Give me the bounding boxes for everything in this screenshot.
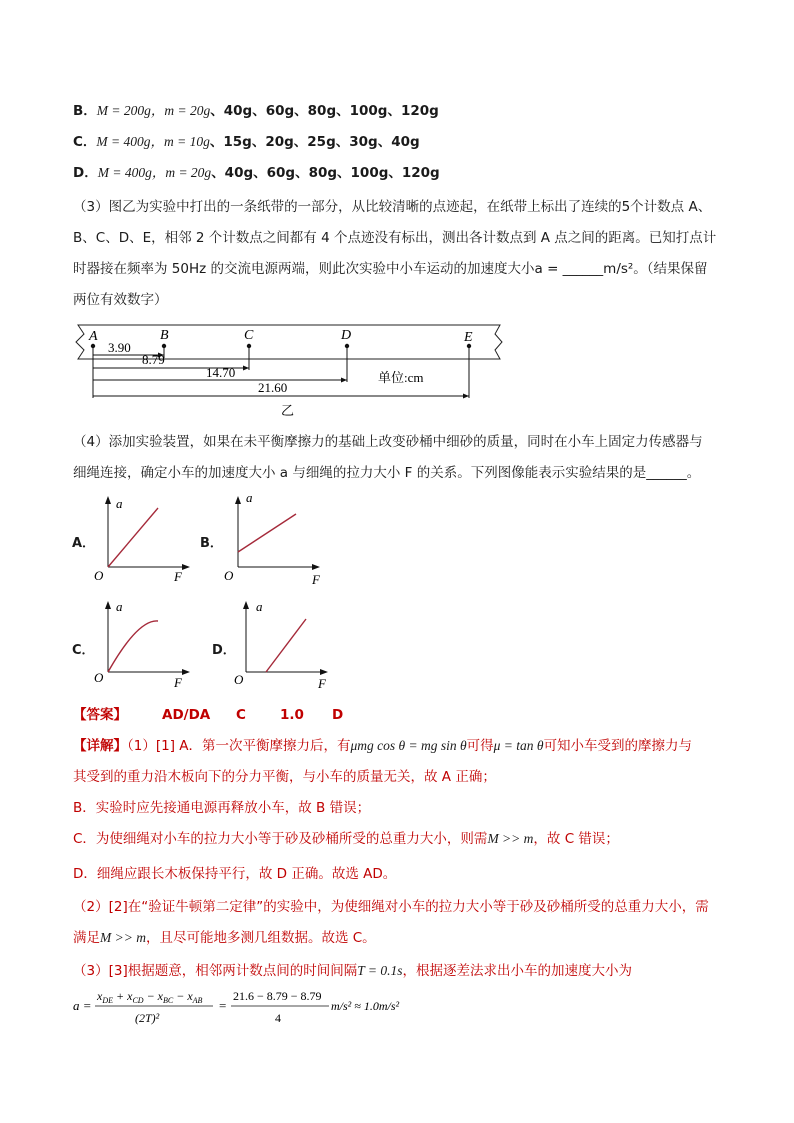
label-a: A [89, 329, 98, 344]
svg-text:m/s² ≈ 1.0m/s²: m/s² ≈ 1.0m/s² [331, 999, 400, 1013]
detail-line6: （2）[2]在“验证牛顿第二定律”的实验中，为使细绳对小车的拉力大小等于砂及砂桶所受的总重力大小，需 [73, 899, 709, 915]
svg-text:21.6 − 8.79 − 8.79: 21.6 − 8.79 − 8.79 [233, 989, 322, 1003]
svg-text:O: O [234, 672, 244, 687]
graph-b-line [238, 514, 296, 552]
svg-text:a =: a = [73, 998, 92, 1013]
answer-1: AD/DA [162, 707, 211, 723]
svg-text:F: F [174, 569, 182, 584]
option-d: D．M = 400g，m = 20g、40g、60g、80g、100g、120g [73, 165, 440, 181]
dist-ae: 21.60 [258, 380, 288, 395]
svg-text:a: a [256, 599, 263, 614]
dist-ac: 8.79 [142, 352, 165, 367]
graph-d [228, 597, 338, 692]
label-c: C [244, 328, 254, 343]
q3-line4: 两位有效数字） [73, 292, 168, 308]
answer-2: C [236, 707, 246, 723]
option-c: C．M = 400g，m = 10g、15g、20g、25g、30g、40g [73, 134, 420, 150]
detail-line2: 其受到的重力沿木板向下的分力平衡，与小车的质量无关，故 A 正确； [73, 769, 496, 785]
svg-text:a: a [116, 496, 123, 511]
svg-text:O: O [224, 568, 234, 583]
svg-text:F: F [312, 572, 320, 587]
label-d: D [341, 328, 352, 343]
q3-line3: 时器接在频率为 50Hz 的交流电源两端，则此次实验中小车运动的加速度大小a = ______m/s²。（结果保留 [73, 261, 708, 277]
graph-label-c: C． [72, 643, 95, 658]
paper-tape-figure [70, 322, 510, 422]
option-b: B．M = 200g，m = 20g、40g、60g、80g、100g、120g [73, 103, 439, 119]
graph-d-line [266, 619, 306, 672]
q3-line2: B、C、D、E，相邻 2 个计数点之间都有 4 个点迹没有标出，测出各计数点到 A 点之间的距离。已知打点计 [73, 230, 717, 246]
graph-a-line [108, 508, 158, 567]
svg-text:O: O [94, 670, 104, 685]
q3-line1: （3）图乙为实验中打出的一条纸带的一部分，从比较清晰的点迹起，在纸带上标出了连续的5个计数点 A、 [73, 199, 712, 215]
answer-3: 1.0 [280, 707, 304, 723]
svg-text:F: F [174, 675, 182, 690]
graph-a [90, 492, 200, 587]
q4-line2: 细绳连接，确定小车的加速度大小 a 与细绳的拉力大小 F 的关系。下列图像能表示实验结果的是______。 [73, 465, 701, 481]
formula-numerator-1: $x_{DE} + x_{CD} - x_{BC} - x_{AB}$ [97, 989, 203, 1005]
graph-c-curve [108, 621, 158, 672]
graph-label-a: A． [72, 536, 96, 551]
svg-text:=: = [219, 998, 227, 1013]
dist-ab: 3.90 [108, 340, 131, 355]
detail-line5: D．细绳应跟长木板保持平行，故 D 正确。故选 AD。 [73, 866, 397, 882]
label-e: E [464, 330, 473, 345]
answer-4: D [332, 707, 344, 723]
graph-b [220, 492, 330, 587]
graph-label-d: D． [212, 643, 236, 658]
detail-line8: （3）[3]根据题意，相邻两计数点间的时间间隔T = 0.1s，根据逐差法求出小车的加速度大小为 [73, 963, 632, 979]
detail-line7: 满足M >> m，且尽可能地多测几组数据。故选 C。 [73, 930, 376, 946]
dist-ad: 14.70 [206, 365, 236, 380]
q4-line1: （4）添加实验装置，如果在未平衡摩擦力的基础上改变砂桶中细砂的质量，同时在小车上固定力传感器与 [73, 434, 703, 450]
detail-line1: 【详解】（1）[1] A．第一次平衡摩擦力后，有μmg cos θ = mg sin θ可得μ = tan θ可知小车受到的摩擦力与 [73, 738, 693, 754]
graph-c [90, 597, 200, 692]
svg-text:4: 4 [275, 1011, 281, 1025]
svg-text:(2T)²: (2T)² [135, 1011, 160, 1025]
label-b: B [160, 328, 169, 343]
figure-caption: 乙 [281, 403, 295, 418]
tape-outline [76, 325, 502, 359]
detail-line3: B．实验时应先接通电源再释放小车，故 B 错误； [73, 800, 371, 816]
detail-line4: C．为使细绳对小车的拉力大小等于砂及砂桶所受的总重力大小，则需M >> m，故 C 错误； [73, 831, 619, 847]
svg-text:O: O [94, 568, 104, 583]
acceleration-formula [73, 984, 453, 1028]
svg-text:a: a [246, 492, 253, 505]
svg-text:a: a [116, 599, 123, 614]
graph-label-b: B． [200, 536, 223, 551]
answer-tag: 【答案】 [73, 707, 127, 723]
svg-text:F: F [318, 676, 326, 691]
unit-label: 单位:cm [378, 370, 424, 385]
